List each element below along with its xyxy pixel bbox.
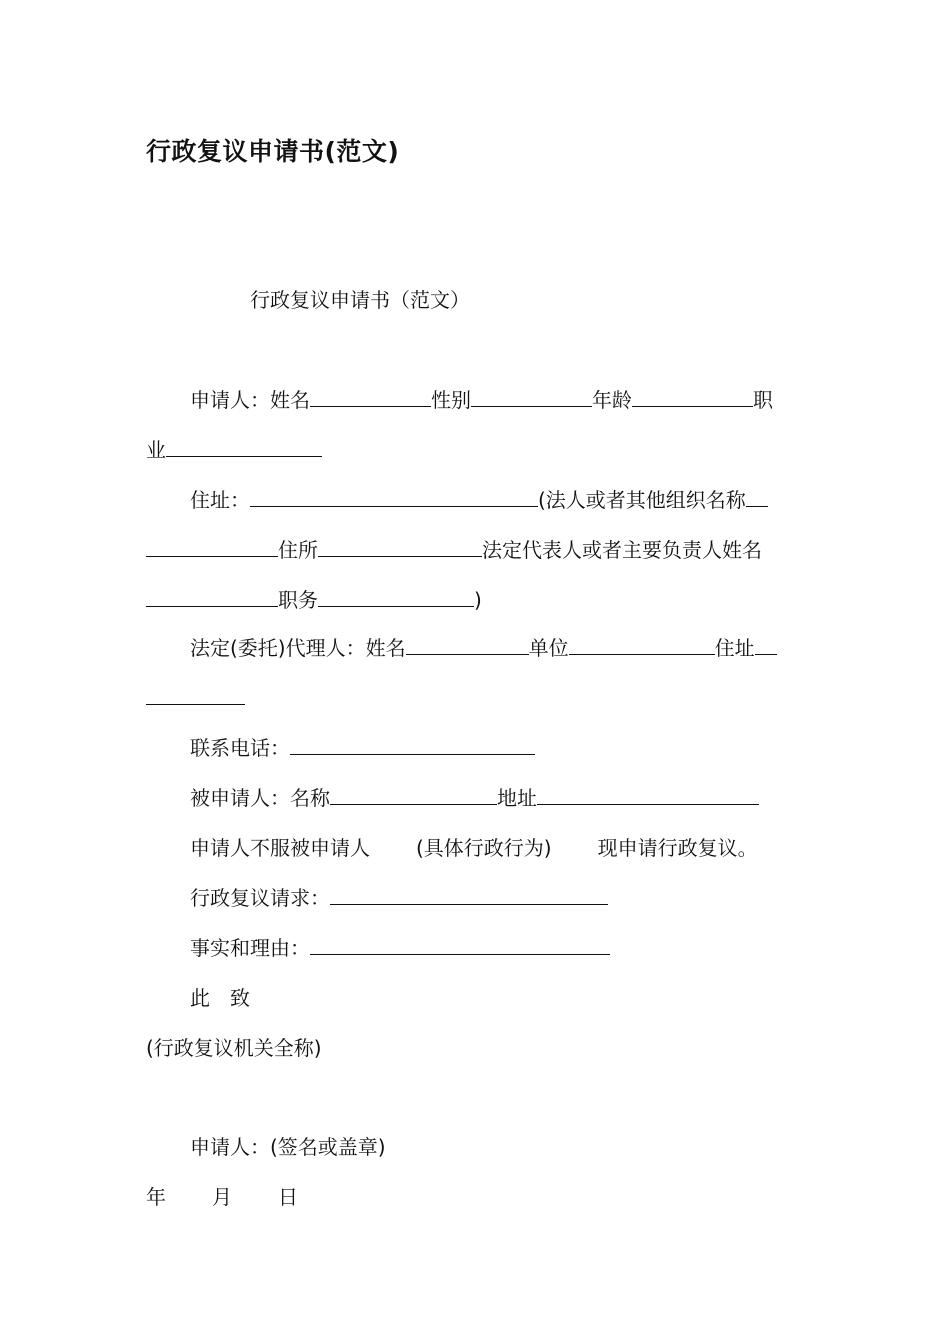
agent-unit-blank[interactable] [569, 634, 715, 655]
agent-name-blank[interactable] [406, 634, 529, 655]
phone-label: 联系电话： [190, 736, 290, 760]
agent-line-2 [146, 684, 245, 712]
applicant-occupation-label-1: 职 [753, 388, 773, 412]
org-name-blank-1[interactable] [746, 486, 768, 507]
agent-unit-label: 单位 [528, 636, 569, 660]
residence-label: 住所 [278, 538, 318, 562]
legal-rep-name-blank[interactable] [146, 586, 278, 607]
request-label: 行政复议请求： [190, 886, 330, 910]
org-name-blank-2[interactable] [146, 536, 278, 557]
respondent-line [190, 784, 759, 812]
applicant-name-label: 姓名 [270, 388, 310, 412]
date-day: 日 [278, 1185, 298, 1209]
statement-line [190, 834, 758, 862]
applicant-occupation-label-2: 业 [146, 438, 166, 462]
signature-line: 申请人：(签名或盖章) [190, 1135, 386, 1159]
statement-part-3: 现申请行政复议。 [597, 836, 758, 860]
agent-name-label: 姓名 [365, 636, 406, 660]
applicant-line [190, 386, 773, 414]
applicant-gender-blank[interactable] [471, 386, 592, 407]
address-org-note: (法人或者其他组织名称 [538, 488, 746, 512]
applicant-line-2 [146, 436, 322, 464]
applicant-occupation-blank[interactable] [166, 436, 322, 457]
address-close-paren: ) [474, 588, 482, 612]
address-line [190, 486, 768, 514]
address-blank[interactable] [250, 486, 538, 507]
date-line [146, 1183, 298, 1211]
applicant-label: 申请人： [190, 388, 270, 412]
applicant-name-blank[interactable] [310, 386, 431, 407]
salutation: 此 致 [190, 986, 250, 1010]
request-line [190, 884, 608, 912]
statement-part-1: 申请人不服被申请人 [190, 836, 370, 860]
respondent-name-blank[interactable] [330, 784, 497, 805]
agent-label: 法定(委托)代理人： [190, 636, 366, 660]
facts-blank[interactable] [310, 934, 610, 955]
agent-address-blank-2[interactable] [146, 684, 245, 705]
date-month: 月 [212, 1185, 232, 1209]
address-line-3 [146, 586, 482, 614]
agent-line [190, 634, 777, 662]
respondent-name-label: 名称 [290, 786, 330, 810]
request-blank[interactable] [330, 884, 608, 905]
document-subtitle: 行政复议申请书（范文） [250, 288, 470, 312]
facts-line [190, 934, 610, 962]
statement-part-2: (具体行政行为) [416, 836, 552, 860]
applicant-age-label: 年龄 [592, 388, 632, 412]
agent-address-blank-1[interactable] [755, 634, 777, 655]
residence-blank[interactable] [318, 536, 482, 557]
respondent-address-label: 地址 [497, 786, 537, 810]
address-line-2 [146, 536, 762, 564]
respondent-address-blank[interactable] [537, 784, 759, 805]
date-year: 年 [146, 1185, 166, 1209]
position-label: 职务 [278, 588, 318, 612]
address-label: 住址： [190, 488, 250, 512]
applicant-age-blank[interactable] [632, 386, 753, 407]
authority-name: (行政复议机关全称) [146, 1036, 322, 1060]
agent-address-label: 住址 [714, 636, 755, 660]
legal-rep-label: 法定代表人或者主要负责人姓名 [482, 538, 762, 562]
respondent-label: 被申请人： [190, 786, 290, 810]
phone-blank[interactable] [290, 734, 535, 755]
phone-line [190, 734, 535, 762]
document-title: 行政复议申请书(范文) [146, 137, 400, 166]
applicant-gender-label: 性别 [431, 388, 471, 412]
position-blank[interactable] [318, 586, 474, 607]
facts-label: 事实和理由： [190, 936, 310, 960]
